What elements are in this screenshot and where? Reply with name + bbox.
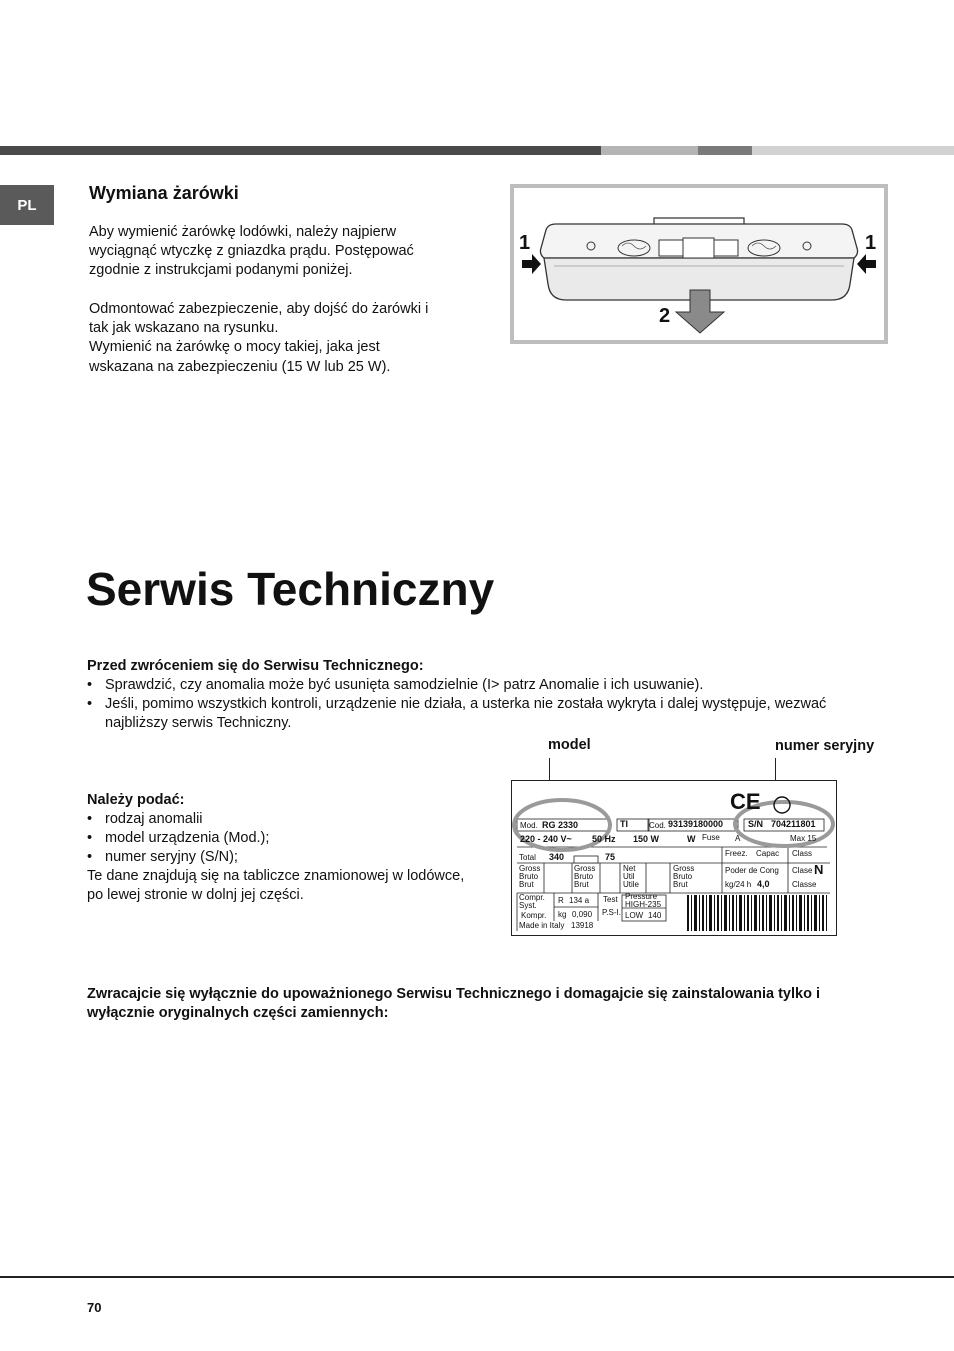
plate-cod-value: 93139180000 [668,819,724,829]
bulb-paragraph-1 [89,223,499,281]
provide-list [87,810,497,868]
barcode [687,895,827,931]
plate-r-value: 134 a [569,896,590,905]
plate-freez: Freez. [725,849,748,858]
page-title: Serwis Techniczny [86,563,495,615]
plate-poder: Poder de Cong [725,866,779,875]
annotation-model: model [548,737,591,753]
plate-capac: Capac [756,849,780,858]
bulb-paragraph-2 [89,300,499,377]
text-line: wyciągnąć wtyczkę z gniazdka prądu. Postępować [89,243,414,260]
plate-psi: P.S-I. [602,908,621,917]
provide-note [87,867,507,905]
plate-fuse: Fuse [702,833,720,842]
text-line: Aby wymienić żarówkę lodówki, należy najpierw [89,224,397,240]
plate-total-value: 340 [549,852,565,862]
plate-hz: 50 Hz [592,834,616,844]
plate-ti: TI [620,819,628,829]
figure-label-arrow: 2 [659,305,671,327]
plate-max: Max 15 [790,834,817,843]
text-line: Odmontować zabezpieczenie, aby dojść do żarówki i [89,301,429,317]
plate-kg24-value: 4,0 [757,879,770,889]
plate-sn-value: 704211801 [771,819,816,829]
plate-voltage: 220 - 240 V~ [520,834,572,844]
annotation-serial: numer seryjny [775,738,875,754]
plate-made-in: Made in Italy [519,921,565,930]
plate-total: Total [519,853,536,862]
lamp-cover-illustration [514,188,884,340]
plate-net: Net Util Utile [623,864,640,889]
figure-label-right: 1 [865,232,877,254]
text-line: Te dane znajdują się na tabliczce znamionowej w lodówce, [87,868,465,884]
plate-classe: Classe [792,880,817,889]
figure-label-left: 1 [519,232,531,254]
header-bar-mid [698,146,752,155]
text-line: po lewej stronie w dolnj jej części. [87,887,304,904]
plate-class: Class [792,849,813,858]
plate-cod-label: Cod. [649,821,666,830]
text-line: wskazana na zabezpieczeniu (15 W lub 25 W). [89,358,391,375]
plate-gross-3: Gross Bruto Brut [673,864,695,889]
header-bar-pale [752,146,954,155]
closing-note [87,985,907,1023]
text-line: tak jak wskazano na rysunku. [89,320,279,337]
before-list [87,676,887,714]
plate-pressure: Pressure [625,892,658,901]
before-heading: Przed zwróceniem się do Serwisu Technicznego: [87,658,424,674]
header-bar-light [601,146,698,155]
text-line: Zwracajcie się wyłącznie do upoważnionego Serwisu Technicznego i domagajcie się zainstalowania tylko i [87,986,820,1002]
rating-plate [511,780,837,936]
bulb-heading: Wymiana żarówki [89,183,239,203]
bulb-cover-figure [510,184,888,344]
plate-amp: A [735,834,741,843]
plate-mod-value: RG 2330 [542,820,579,830]
plate-compr: Compr. Syst. [519,893,545,910]
plate-star-value: 75 [605,852,616,862]
before-list-continuation: najbliższy serwis Techniczny. [105,715,292,731]
list-item: • rodzaj anomalii [87,810,497,829]
plate-made-code: 13918 [571,921,594,930]
plate-kg24: kg/24 h [725,880,752,889]
plate-gross-2: Gross Bruto Brut [574,864,596,889]
plate-mod-label: Mod. [520,821,538,830]
plate-sn-label: S/N [748,819,764,829]
list-item: • Jeśli, pomimo wszystkich kontroli, urządzenie nie działa, a usterka nie została wykryta i dalej występuje, wezwać [87,695,887,714]
plate-kg: kg [558,910,567,919]
header-bar-dark [0,146,601,155]
plate-low: LOW [625,911,644,920]
plate-lamp-w: W [687,834,696,844]
plate-class-value: N [814,862,824,877]
arrow-right-icon [522,254,541,274]
plate-low-value: 140 [648,911,662,920]
list-item: • Sprawdzić, czy anomalia może być usunięta samodzielnie (I> patrz Anomalie i ich usuwanie). [87,676,887,695]
plate-watts: 150 W [633,834,660,844]
plate-clase: Clase [792,866,813,875]
text-line: wyłącznie oryginalnych części zamiennych: [87,1005,389,1022]
plate-test: Test [603,895,618,904]
language-tab: PL [0,185,54,225]
list-item: • numer seryjny (S/N); [87,848,497,867]
provide-heading: Należy podać: [87,792,185,808]
recycling-icon [774,797,790,813]
ce-mark: CE [730,789,761,814]
footer-rule [0,1276,954,1278]
page-number: 70 [87,1300,102,1315]
plate-r: R [558,896,564,905]
plate-gross-1: Gross Bruto Brut [519,864,541,889]
plate-high: HIGH-235 [625,900,662,909]
plate-kompr: Kompr. [521,911,547,920]
text-line: zgodnie z instrukcjami podanymi poniżej. [89,262,353,279]
list-item: • model urządzenia (Mod.); [87,829,497,848]
arrow-left-icon [857,254,876,274]
plate-kg-value: 0,090 [572,910,593,919]
text-line: Wymienić na żarówkę o mocy takiej, jaka jest [89,339,380,356]
